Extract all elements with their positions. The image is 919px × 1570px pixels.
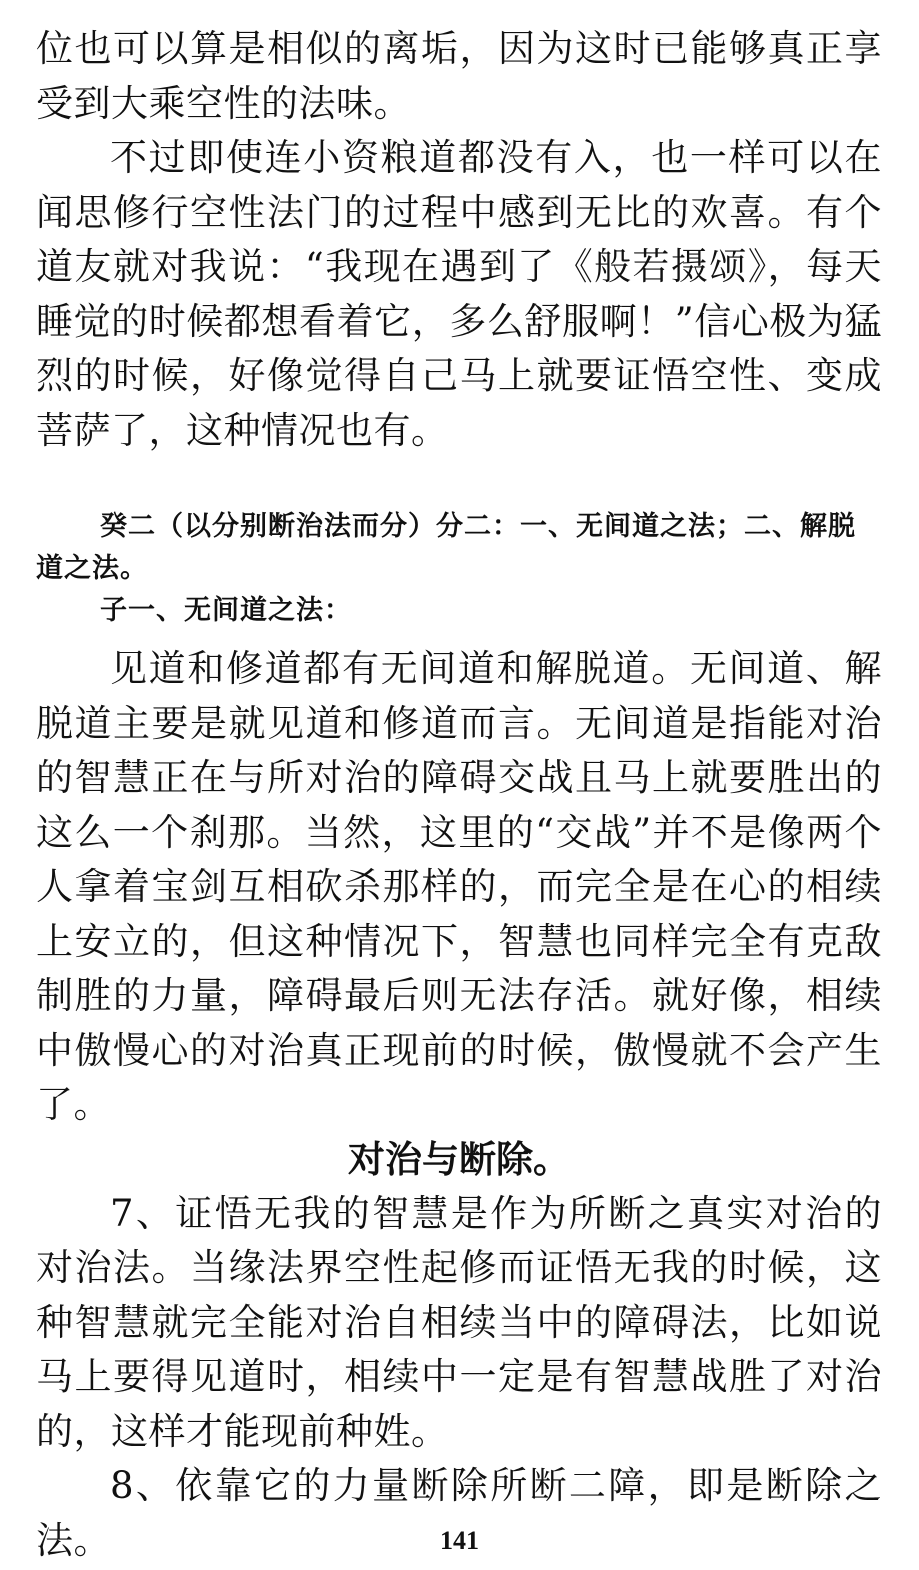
paragraph-uninterrupted-path: 见道和修道都有无间道和解脱道。无间道、解脱道主要是就见道和修道而言。无间道是指能对治的智慧正在与所对治的障碍交战且马上就要胜出的这么一个刹那。当然，这里的“交战”并不是像两个人拿着宝剑互相砍杀那样的，而完全是在心的相续上安立的，但这种情况下，智慧也同样完全有克敌制胜的力量，障碍最后则无法存活。就好像，相续中傲慢心的对治真正现前的时候，傲慢就不会产生了。 <box>36 647 882 1126</box>
paragraph-item-8: 8、依靠它的力量断除所断二障，即是断除之法。 <box>36 1464 882 1562</box>
paragraph-continuation: 位也可以算是相似的离垢，因为这时已能够真正享受到大乘空性的法味。 <box>36 27 882 125</box>
page-number: 141 <box>440 1526 479 1555</box>
paragraph-joy-of-emptiness: 不过即使连小资粮道都没有入，也一样可以在闻思修行空性法门的过程中感到无比的欢喜。有个道友就对我说：“我现在遇到了《般若摄颂》，每天睡觉的时候都想看着它，多么舒服啊！”信心极为猛烈的时候，好像觉得自己马上就要证悟空性、变成菩萨了，这种情况也有。 <box>36 136 882 452</box>
page-content <box>36 22 882 1568</box>
paragraph-item-7: 7、证悟无我的智慧是作为所断之真实对治的对治法。当缘法界空性起修而证悟无我的时候，这种智慧就完全能对治自相续当中的障碍法，比如说马上要得见道时，相续中一定是有智慧战胜了对治的，这样才能现前种姓。 <box>36 1191 882 1453</box>
section-heading-zi-yi: 子一、无间道之法： <box>100 595 352 626</box>
section-heading-gui-er: 癸二（以分别断治法而分）分二：一、无间道之法；二、解脱道之法。 <box>36 511 856 584</box>
centered-heading: 对治与断除。 <box>348 1137 570 1181</box>
